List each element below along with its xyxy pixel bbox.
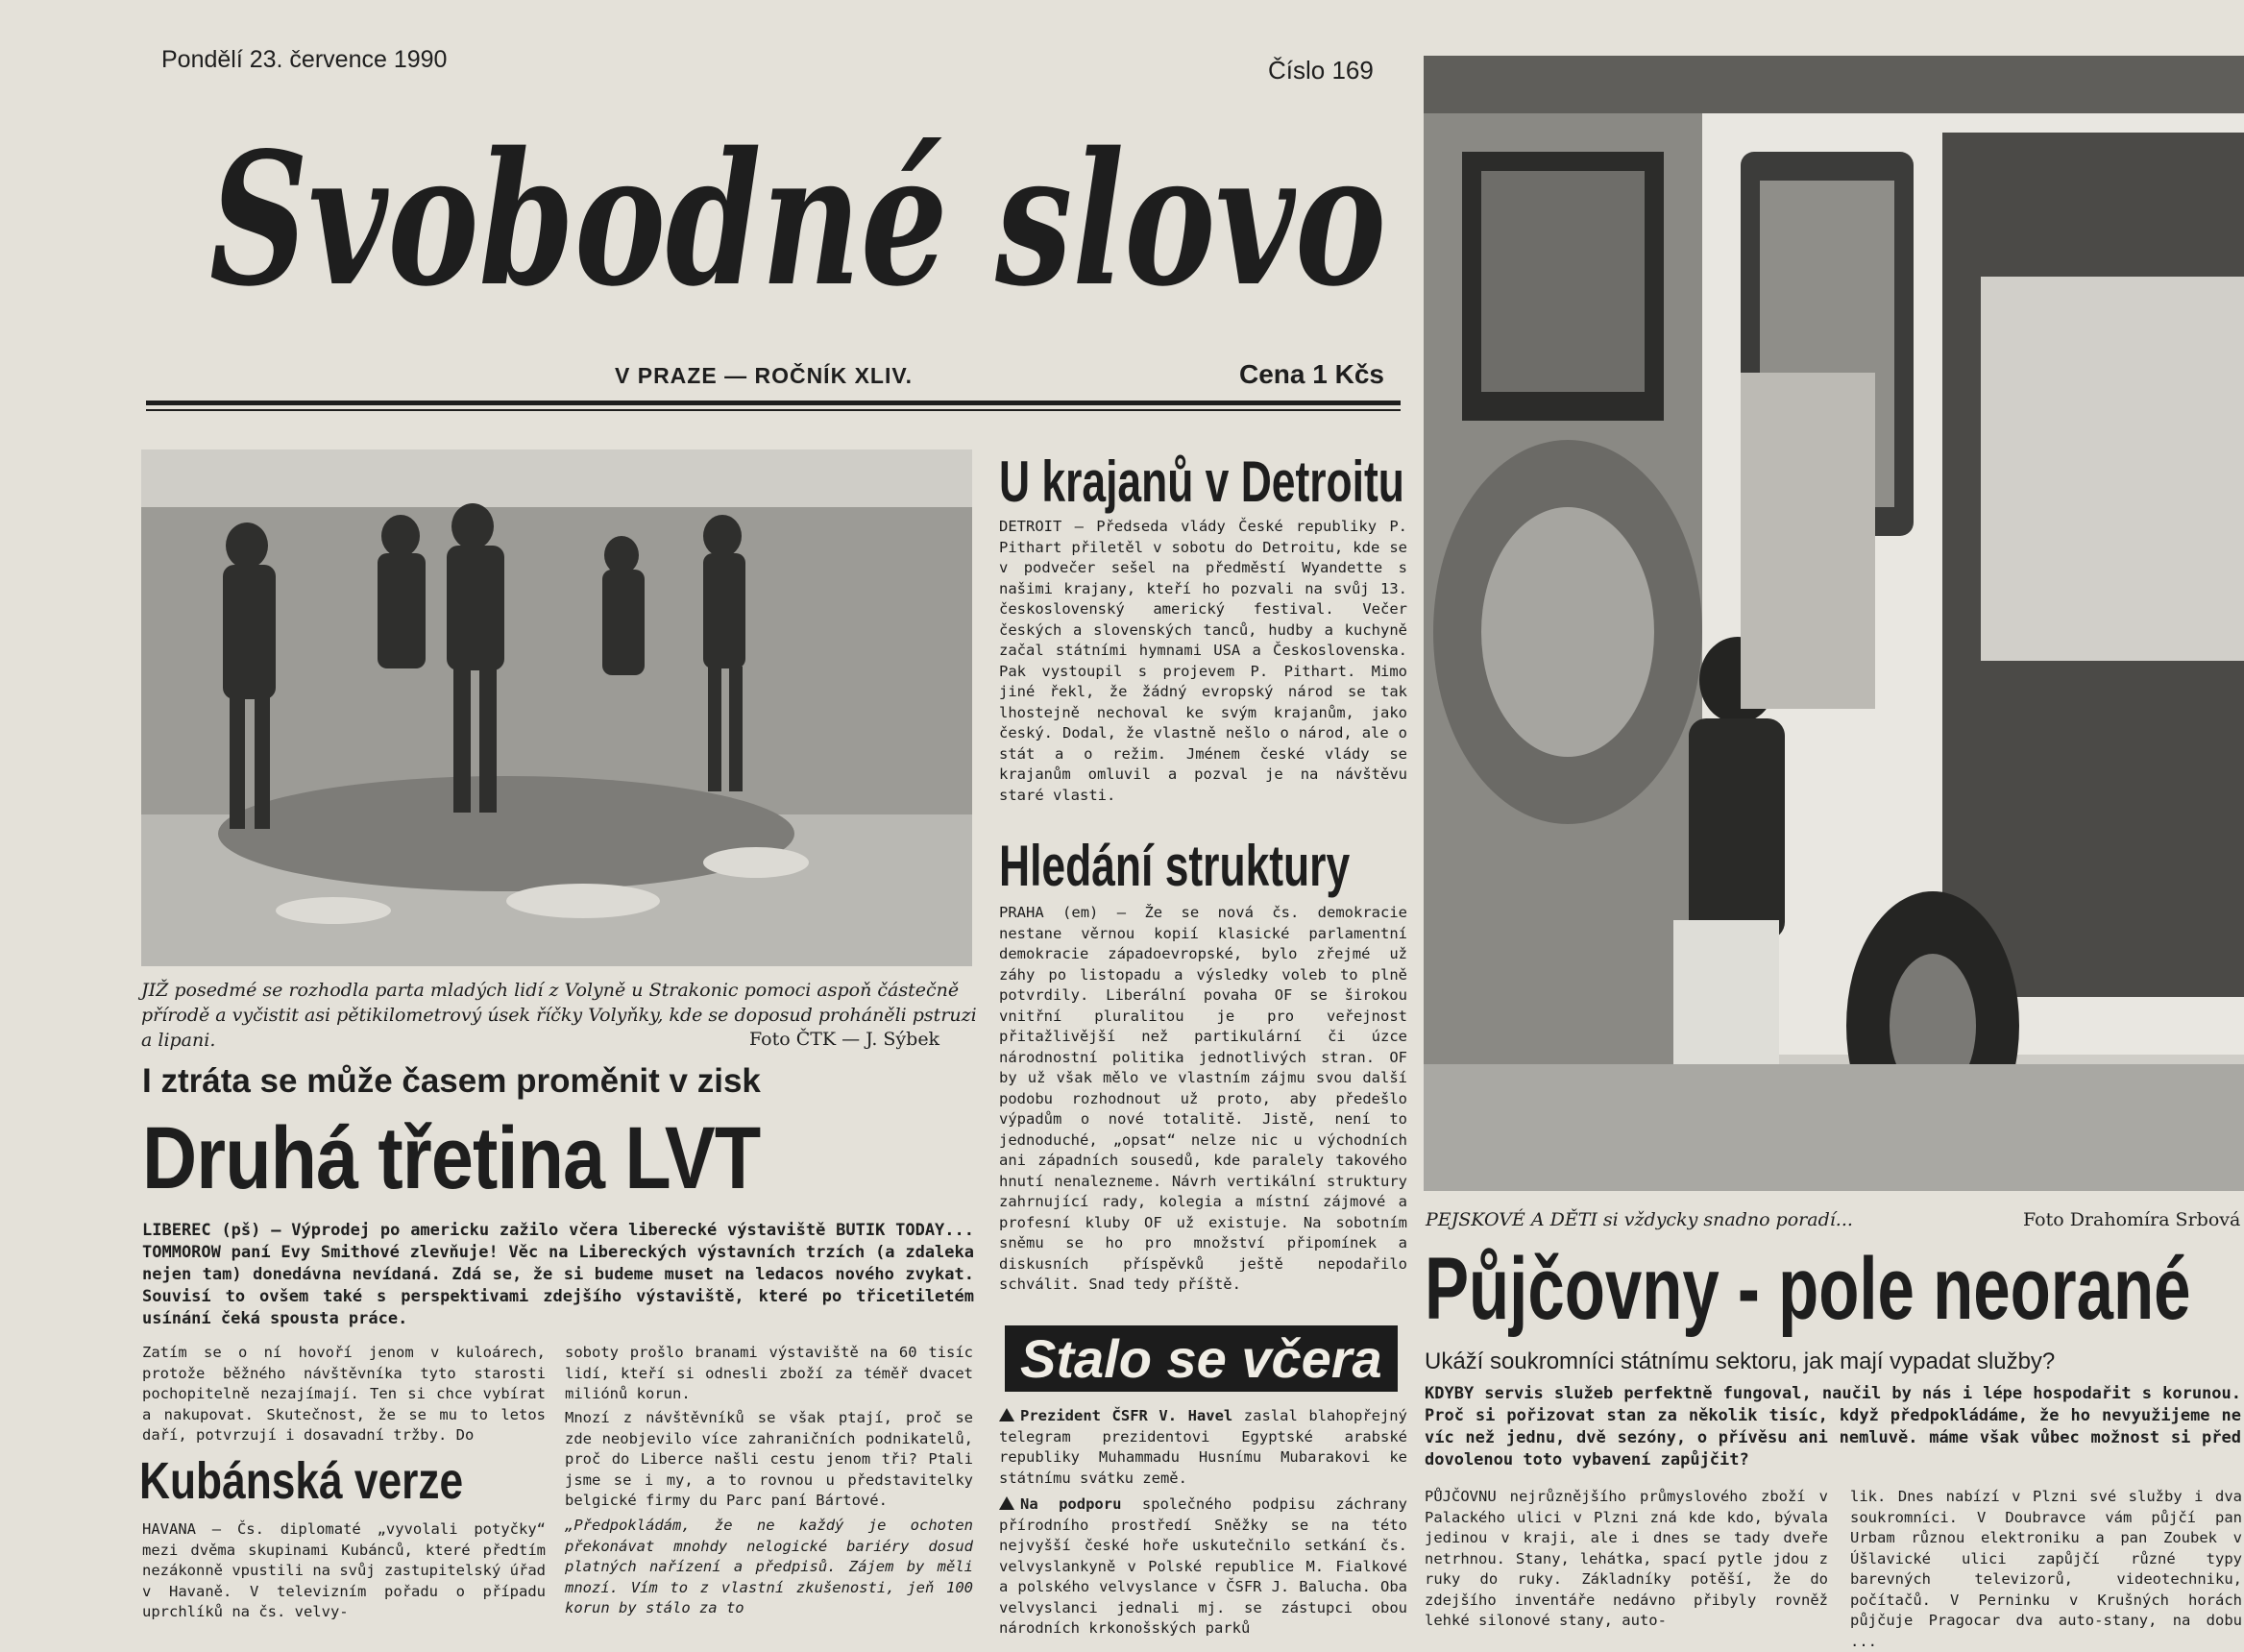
- river-cleanup-photo: [141, 449, 972, 966]
- lvt-col2a: soboty prošlo branami výstaviště na 60 tisíc lidí, kteří si odnesli zboží za téměř dvacet miliónů korun.: [565, 1344, 973, 1402]
- struktura-body: PRAHA (em) — Že se nová čs. demokracie nestane věrnou kopií klasické parlamentní demokracie západoevropské, bylo zřejmé už záhy po listopadu a výsledky voleb to plně potvrdily. Liberální povaha OF se širokou vnitřní pluralitou je pro veřejnost přitažlivější než partikulární či úzce národnostní politika jednotlivých stran. OF by už však mělo ve vlastním zájmu svou další podobu rozhodnout už proto, aby předešlo výpadům o nové totalitě. Jistě, není to jednoduché, „opsat“ nelze nic u východních ani západních sousedů, kde paralely takového hnutí nenalezneme. Návrh vertikální struktury zahrnující rady, kolegia a místní zájmové a profesní kluby OF už existuje. Na sobotním sněmu se ho pro množství připomínek a diskusních příspěvků ještě nepodařilo schválit. Snad tedy příště.: [999, 904, 1407, 1293]
- lvt-col2c: „Předpokládám, že ne každý je ochoten překonávat mnohdy nelogické bariéry dosud platných nařízení a předpisů. Zájem by měli mnozí. Vím to z vlastní zkušenosti, jeň 100 korun by stálo za to: [565, 1517, 973, 1616]
- triangle-bullet-icon: [999, 1408, 1014, 1421]
- kubanska-headline: Kubánská verze: [139, 1452, 464, 1510]
- stalo-item-2-text: společného podpisu záchrany přírodního prostředí Sněžky se na této nejvyšší české hoře uskutečnilo setkání čs. velvyslankyně v Polské republice M. Fialkové a polského velvyslance v ČSFR J. Balucha. Oba velvyslanci jednali mj. se zástupci obou národních krkonošských parků: [999, 1495, 1407, 1637]
- stalo-item-1: [999, 1406, 1407, 1489]
- lvt-col1: Zatím se o ní hovoří jenom v kuloárech, protože běžného návštěvníka tyto starosti pochopitelně nezajímají. Ten si chce vybírat a nakupovat. Skutečnost, že se mu to letos daří, potvrzují i dosavadní tržby. Do: [142, 1344, 546, 1444]
- logo-text: Svobodné slovo: [209, 112, 1386, 327]
- right-photo-caption: PEJSKOVÉ A DĚTI si vždycky snadno poradí...: [1426, 1209, 1853, 1230]
- issue-date: Pondělí 23. července 1990: [161, 46, 448, 73]
- masthead-rule-thin: [146, 409, 1401, 411]
- left-photo-credit: Foto ČTK — J. Sýbek: [749, 1029, 940, 1050]
- stalo-se-vcera-banner: Stalo se včera: [1005, 1325, 1398, 1392]
- stalo-item-2-lead: Na podporu: [1020, 1495, 1122, 1513]
- detroit-headline: U krajanů v Detroitu: [999, 449, 1404, 514]
- pujcovny-col1: PŮJČOVNU nejrůznějšího průmyslového zboží v Palackého ulici v Plzni zná kde kdo, bývala jedinou v kraji, ale i dnes se tady dveře netrhnou. Stany, lehátka, spací pytle jdou z ruky do ruky. Základníky potěší, že do zdejšího inventáře nedávno přibyly rovněž lehké silonové stany, auto-: [1425, 1488, 1828, 1629]
- lvt-lead: LIBEREC (pš) — Výprodej po americku zažilo včera liberecké výstaviště BUTIK TODAY... TOMMOROW paní Evy Smithové zlevňuje! Věc na Libereckých výstavních trzích (a zdaleka nejen tam) donedávna nevídaná. Zdá se, že si budeme muset na ledacos nového zvykat. Souvisí to ovšem také s perspektivami zdejšího výstaviště, které po třicetiletém usínání čeká spousta práce.: [142, 1221, 974, 1328]
- masthead-subtitle: V PRAZE — ROČNÍK XLIV.: [615, 363, 913, 388]
- kubanska-body: HAVANA — Čs. diplomaté „vyvolali potyčky“ mezi dvěma skupinami Kubánců, které předtím nezákonně vpustili na svůj zastupitelský úřad v Havaně. V televizním pořadu o případu uprchlíků na čs. velvy-: [142, 1520, 546, 1620]
- pujcovny-subhead: Ukáží soukromníci státnímu sektoru, jak mají vypadat služby?: [1425, 1348, 2056, 1374]
- masthead-price: Cena 1 Kčs: [1239, 359, 1384, 389]
- lvt-col2b: Mnozí z návštěvníků se však ptají, proč se zde neobjevilo více zahraničních podnikatelů, proč do Liberce našli cestu jenom tři? Ptali jsme se i my, a to rovnou u představitelky belgické firmy du Parc paní Bártové.: [565, 1409, 973, 1509]
- pujcovny-headline: Půjčovny - pole neorané: [1425, 1240, 2191, 1338]
- lvt-headline: Druhá třetina LVT: [142, 1109, 761, 1207]
- triangle-bullet-icon: [999, 1496, 1014, 1510]
- detroit-body: DETROIT — Předseda vlády České republiky P. Pithart přiletěl v sobotu do Detroitu, kde se v podvečer sešel na předměstí Wyandette s našimi krajany, kteří ho pozvali na svůj 13. československý americký festival. Večer českých a slovenských tanců, hudby a kuchyně začal státními hymnami USA a Československa. Pak vystoupil s projevem P. Pithart. Mimo jiné řekl, že žádný evropský národ se tak lhostejně nechoval ke svým krajanům, jako český. Dodal, že vlastně nešlo o národ, ale o stát a o režim. Jménem české vlády se krajanům omluvil a pozval je na návštěvu staré vlasti.: [999, 518, 1407, 804]
- pujcovny-col2: lik. Dnes nabízí v Plzni své služby i dva soukromníci. V Doubravce vám půjčí pan Urbam různou elektroniku a pan Zoubek v Úšlavické ulici zapůjčí různé typy barevných televizorů, videotechniku, počítačů. V Perninku v Krušných horách půjčuje Pragocar dva auto-stany, na dobu ...: [1850, 1488, 2242, 1650]
- stalo-item-1-text: zaslal blahopřejný telegram prezidentovi Egyptské arabské republiky Muhammadu Husnímu Mubarakovi ke státnímu svátku země.: [999, 1407, 1407, 1487]
- newspaper-logo: [202, 91, 1393, 351]
- lvt-kicker: I ztráta se může časem proměnit v zisk: [142, 1062, 761, 1100]
- stalo-item-2: [999, 1494, 1407, 1640]
- masthead-rule-thick: [146, 401, 1401, 405]
- right-photo-credit: Foto Drahomíra Srbová: [2023, 1209, 2241, 1230]
- struktura-headline: Hledání struktury: [999, 834, 1351, 898]
- camper-van-photo: [1424, 56, 2244, 1191]
- left-photo-caption: JIŽ posedmé se rozhodla parta mladých lidí z Volyně u Strakonic pomoci aspoň částečně přírodě a vyčistit asi pětikilometrový úsek říčky Volyňky, kde se doposud proháněli pstruzi a lipani.: [141, 980, 977, 1051]
- pujcovny-lead: KDYBY servis služeb perfektně fungoval, naučil by nás i lépe hospodařit s korunou. Proč si pořizovat stan za několik tisíc, když předpokládáme, že ho nevyužijeme ne víc než jednu, dvě sezóny, o přívěsu ani nemluvě. máme však vůbec možnost si před dovolenou toto vybavení zapůjčit?: [1425, 1384, 2241, 1470]
- issue-number: Číslo 169: [1268, 56, 1374, 85]
- stalo-item-1-lead: Prezident ČSFR V. Havel: [1020, 1407, 1233, 1424]
